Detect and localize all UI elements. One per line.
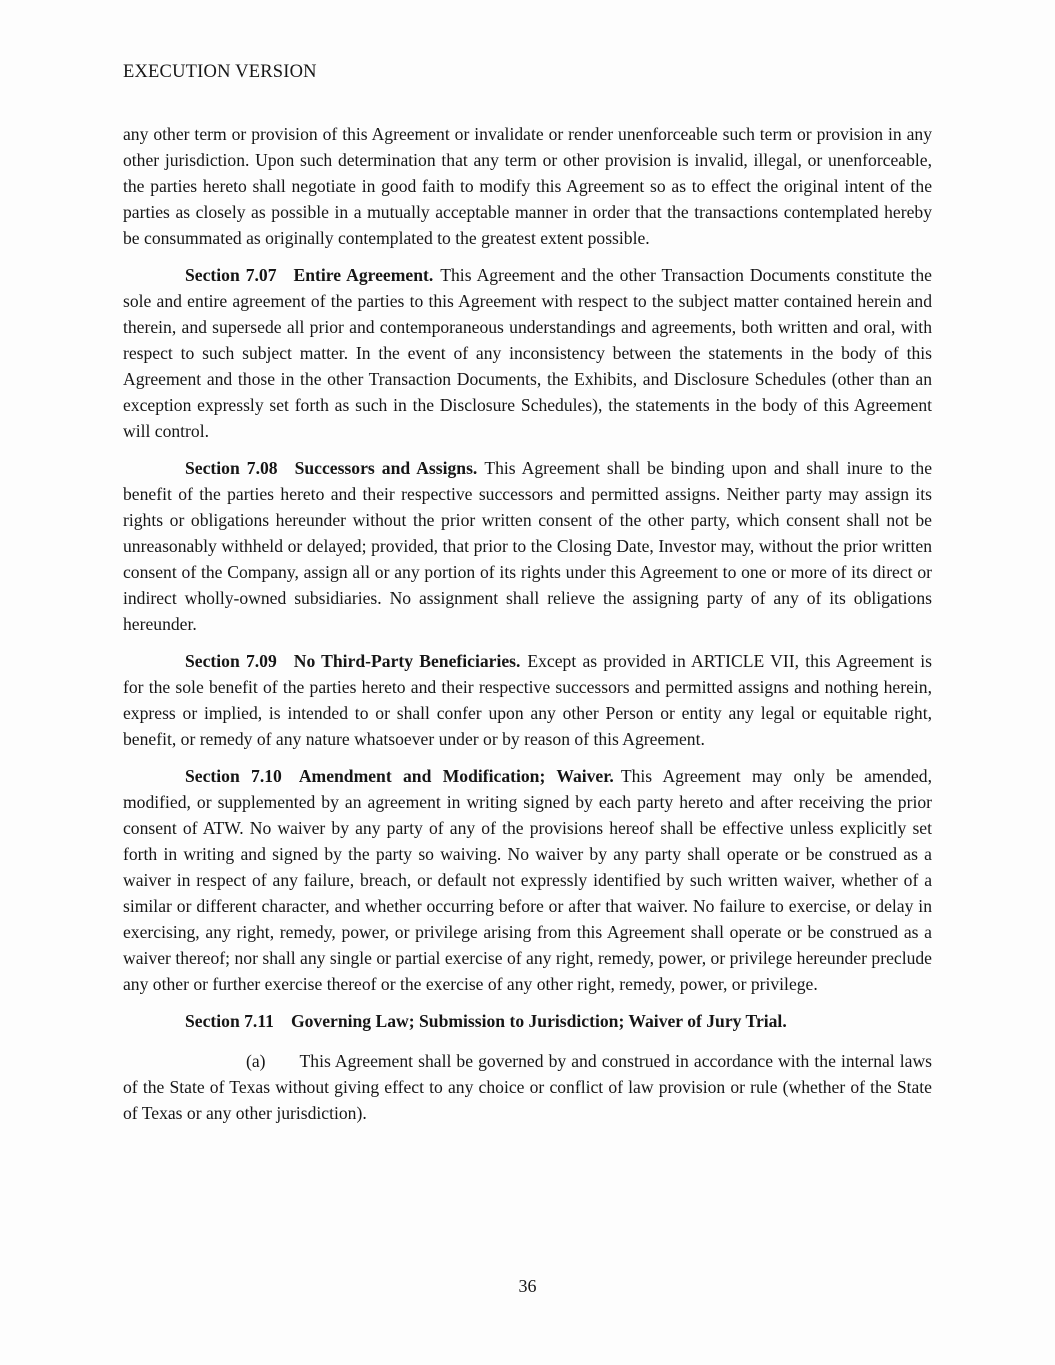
paragraph-severability-continuation	[123, 121, 932, 251]
subsection-text: This Agreement shall be governed by and construed in accordance with the internal laws of the State of Texas without giving effect to any choice or conflict of law provision or rule (whether of the State of Texas or any other jurisdiction).	[123, 1051, 932, 1123]
section-title: Governing Law; Submission to Jurisdiction; Waiver of Jury Trial.	[290, 1011, 787, 1031]
section-number: Section 7.11	[185, 1011, 274, 1031]
section-number: Section 7.07	[185, 265, 277, 285]
section-text: This Agreement shall be binding upon and shall inure to the benefit of the parties hereto and their respective successors and permitted assigns. Neither party may assign its rights or obligations hereunder without the prior written consent of the other party, which consent shall not be unreasonably withheld or delayed; provided, that prior to the Closing Date, Investor may, without the prior written consent of the Company, assign all or any portion of its rights under this Agreement to one or more of its direct or indirect wholly-owned subsidiaries. No assignment shall relieve the assigning party of any of its obligations hereunder.	[123, 458, 932, 634]
section-title: No Third-Party Beneficiaries.	[293, 651, 521, 671]
subsection-label: (a)	[246, 1051, 266, 1071]
paragraph-section-7-09	[123, 648, 932, 752]
paragraph-section-7-07	[123, 262, 932, 444]
paragraph-section-7-10	[123, 763, 932, 997]
section-text: This Agreement may only be amended, modified, or supplemented by an agreement in writing signed by each party hereto and after receiving the prior consent of ATW. No waiver by any party of any of the provisions hereof shall be effective unless explicitly set forth in writing and signed by the party so waiving. No waiver by any party shall operate or be construed as a waiver in respect of any failure, breach, or default not expressly identified by such written waiver, whether of a similar or different character, and whether occurring before or after that waiver. No failure to exercise, or delay in exercising, any right, remedy, power, or privilege arising from this Agreement shall operate or be construed as a waiver thereof; nor shall any single or partial exercise of any right, remedy, power, or privilege hereunder preclude any other or further exercise thereof or the exercise of any other right, remedy, power, or privilege.	[123, 766, 932, 994]
section-title: Entire Agreement.	[293, 265, 434, 285]
section-text: This Agreement and the other Transaction Documents constitute the sole and entire agreement of the parties to this Agreement with respect to the subject matter contained herein and therein, and supersede all prior and contemporaneous understandings and agreements, both written and oral, with respect to such subject matter. In the event of any inconsistency between the statements in the body of this Agreement and those in the other Transaction Documents, the Exhibits, and Disclosure Schedules (other than an exception expressly set forth as such in the Disclosure Schedules), the statements in the body of this Agreement will control.	[123, 265, 932, 441]
paragraph-section-7-08	[123, 455, 932, 637]
section-number: Section 7.10	[185, 766, 282, 786]
paragraph-section-7-11-heading	[123, 1008, 932, 1034]
section-number: Section 7.09	[185, 651, 277, 671]
section-text: Except as provided in ARTICLE VII, this Agreement is for the sole benefit of the parties hereto and their respective successors and permitted assigns and nothing herein, express or implied, is intended to or shall confer upon any other Person or entity any legal or equitable right, benefit, or remedy of any nature whatsoever under or by reason of this Agreement.	[123, 651, 933, 749]
paragraph-text: any other term or provision of this Agreement or invalidate or render unenforceable such term or provision in any other jurisdiction. Upon such determination that any term or other provision is invalid, illegal, or unenforceable, the parties hereto shall negotiate in good faith to modify this Agreement so as to effect the original intent of the parties as closely as possible in a mutually acceptable manner in order that the transactions contemplated hereby be consummated as originally contemplated to the greatest extent possible.	[123, 124, 932, 248]
section-title: Amendment and Modification; Waiver.	[298, 766, 614, 786]
paragraph-subsection-a	[123, 1048, 932, 1126]
section-number: Section 7.08	[185, 458, 278, 478]
section-title: Successors and Assigns.	[294, 458, 478, 478]
execution-version-header: EXECUTION VERSION	[123, 62, 317, 82]
document-body	[123, 121, 932, 1137]
page-number: 36	[518, 1276, 537, 1296]
